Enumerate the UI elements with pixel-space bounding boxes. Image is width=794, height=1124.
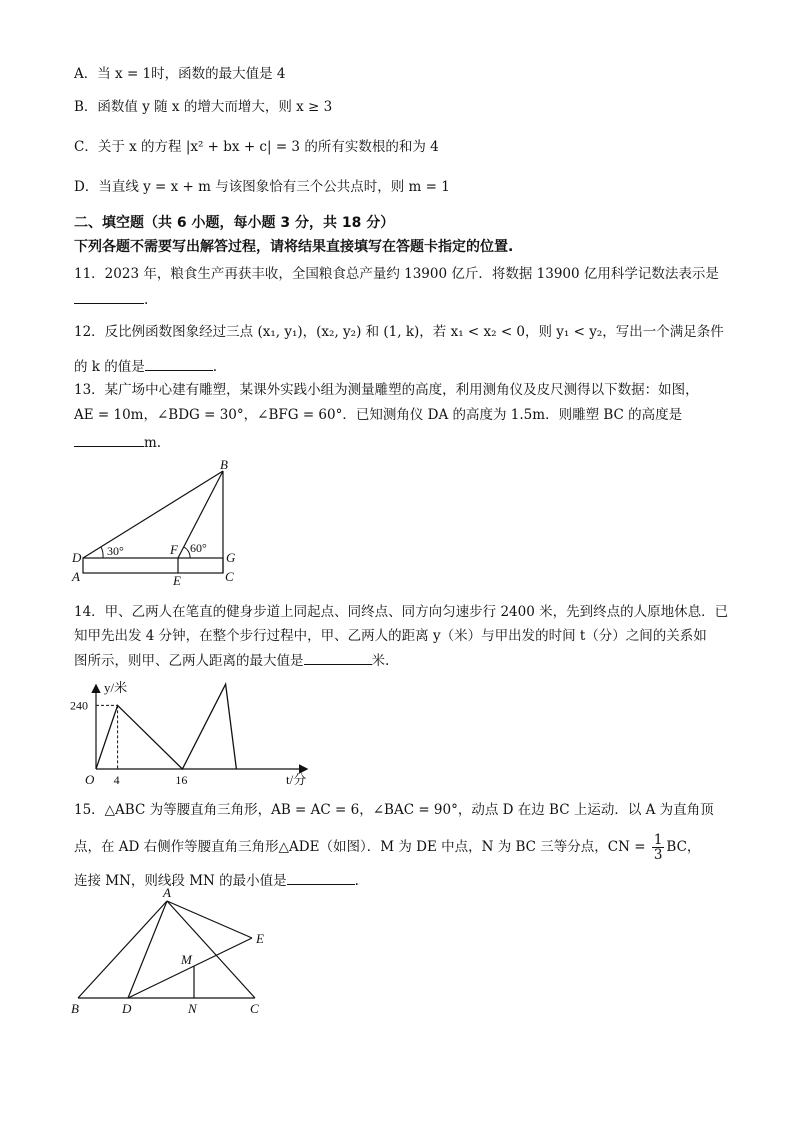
answer-blank[interactable] xyxy=(145,356,213,371)
q14-line1: 14．甲、乙两人在笔直的健身步道上同起点、同终点、同方向匀速步行 2400 米，先到终点的人原地休息．已 xyxy=(74,604,729,620)
segment-ad xyxy=(128,901,167,998)
q13-figure xyxy=(60,455,260,590)
segment-ac xyxy=(167,901,255,998)
q11-end: . xyxy=(144,292,149,308)
answer-blank[interactable] xyxy=(287,870,355,885)
q15-figure xyxy=(60,885,280,1020)
label-e: E xyxy=(256,931,264,946)
q15-line3-start: 连接 MN，则线段 MN 的最小值是 xyxy=(74,873,287,889)
x-tick-16: 16 xyxy=(175,773,188,787)
label-a: A xyxy=(163,885,171,900)
q13-line1: 13．某广场中心建有雕塑，某课外实践小组为测量雕塑的高度，利用测角仪及皮尺测得以下数据：如图， xyxy=(74,382,699,398)
label-g: G xyxy=(226,550,236,565)
fraction-one-third xyxy=(652,833,665,862)
frac-numerator: 1 xyxy=(653,832,663,848)
angle-arc-30 xyxy=(101,547,103,558)
option-c: C．关于 x 的方程 |x² + bx + c| = 3 的所有实数根的和为 4 xyxy=(74,139,439,155)
segment-ae xyxy=(167,901,252,938)
y-tick-240: 240 xyxy=(70,698,88,713)
segment-de xyxy=(128,938,252,998)
frac-denominator: 3 xyxy=(653,847,663,863)
option-a: A．当 x = 1时，函数的最大值是 4 xyxy=(74,66,286,82)
x-tick-4: 4 xyxy=(113,773,120,787)
q15-line2-text: 点，在 AD 右侧作等腰直角三角形△ADE（如图）．M 为 DE 中点，N 为 BC 三等分点，CN = xyxy=(74,839,646,855)
label-a: A xyxy=(72,569,80,584)
section-instruction: 下列各题不需要写出解答过程，请将结果直接填写在答题卡指定的位置. xyxy=(74,239,514,255)
series-line xyxy=(96,684,236,769)
q14-line3 xyxy=(74,650,389,671)
angle-label-60: 60° xyxy=(190,541,207,555)
answer-blank[interactable] xyxy=(304,650,372,665)
q14-end: 米. xyxy=(371,653,390,669)
angle-label-30: 30° xyxy=(107,544,124,558)
section-title: 二、填空题（共 6 小题，每小题 3 分，共 18 分） xyxy=(74,215,395,231)
option-d: D．当直线 y = x + m 与该图象恰有三个公共点时，则 m = 1 xyxy=(74,179,450,195)
q12-end: . xyxy=(212,359,218,375)
option-b: B．函数值 y 随 x 的增大而增大，则 x ≥ 3 xyxy=(74,99,333,115)
label-f: F xyxy=(170,542,178,557)
label-b: B xyxy=(71,1001,79,1016)
answer-blank[interactable] xyxy=(74,432,144,447)
q12-line2-start: 的 k 的值是 xyxy=(74,359,145,375)
y-axis-label: y/米 xyxy=(104,680,128,695)
q12-line1: 12．反比例函数图象经过三点 (x₁, y₁)，(x₂, y₂) 和 (1, k)，若 x₁ < x₂ < 0，则 y₁ < y₂，写出一个满足条件 xyxy=(74,324,724,340)
q11-line1: 11．2023 年，粮食生产再获丰收，全国粮食总产量约 13900 亿斤．将数据 13900 亿用科学记数法表示是 xyxy=(74,266,719,282)
label-e: E xyxy=(173,573,181,588)
q13-line2: AE = 10m，∠BDG = 30°，∠BFG = 60°．已知测角仪 DA 的高度为 1.5m．则雕塑 BC 的高度是 xyxy=(74,407,683,423)
origin-label: O xyxy=(85,772,95,787)
q15-line1: 15．△ABC 为等腰直角三角形，AB = AC = 6，∠BAC = 90°，动点 D 在边 BC 上运动．以 A 为直角顶 xyxy=(74,802,714,818)
label-n: N xyxy=(188,1001,197,1016)
label-c: C xyxy=(225,569,234,584)
q14-line2: 知甲先出发 4 分钟，在整个步行过程中，甲、乙两人的距离 y（米）与甲出发的时间 t（分）之间的关系如 xyxy=(74,628,707,644)
label-d: D xyxy=(72,550,82,565)
q12-line2 xyxy=(74,356,217,377)
label-m: M xyxy=(181,952,192,967)
measuring-rect xyxy=(83,558,223,573)
label-d: D xyxy=(122,1001,132,1016)
label-b: B xyxy=(220,457,228,472)
answer-blank[interactable] xyxy=(74,289,144,304)
q14-line3-start: 图所示，则甲、乙两人距离的最大值是 xyxy=(74,653,304,669)
label-c: C xyxy=(250,1001,259,1016)
segment-ab xyxy=(78,901,167,998)
q11-line2 xyxy=(74,289,148,310)
q14-chart xyxy=(60,680,320,790)
q13-end: m. xyxy=(144,435,162,451)
q15-line2 xyxy=(74,833,700,862)
q15-line2-tail: BC， xyxy=(666,839,701,855)
x-axis-label: t/分 xyxy=(286,772,307,787)
q13-line3 xyxy=(74,432,161,453)
q15-end: . xyxy=(354,873,359,889)
